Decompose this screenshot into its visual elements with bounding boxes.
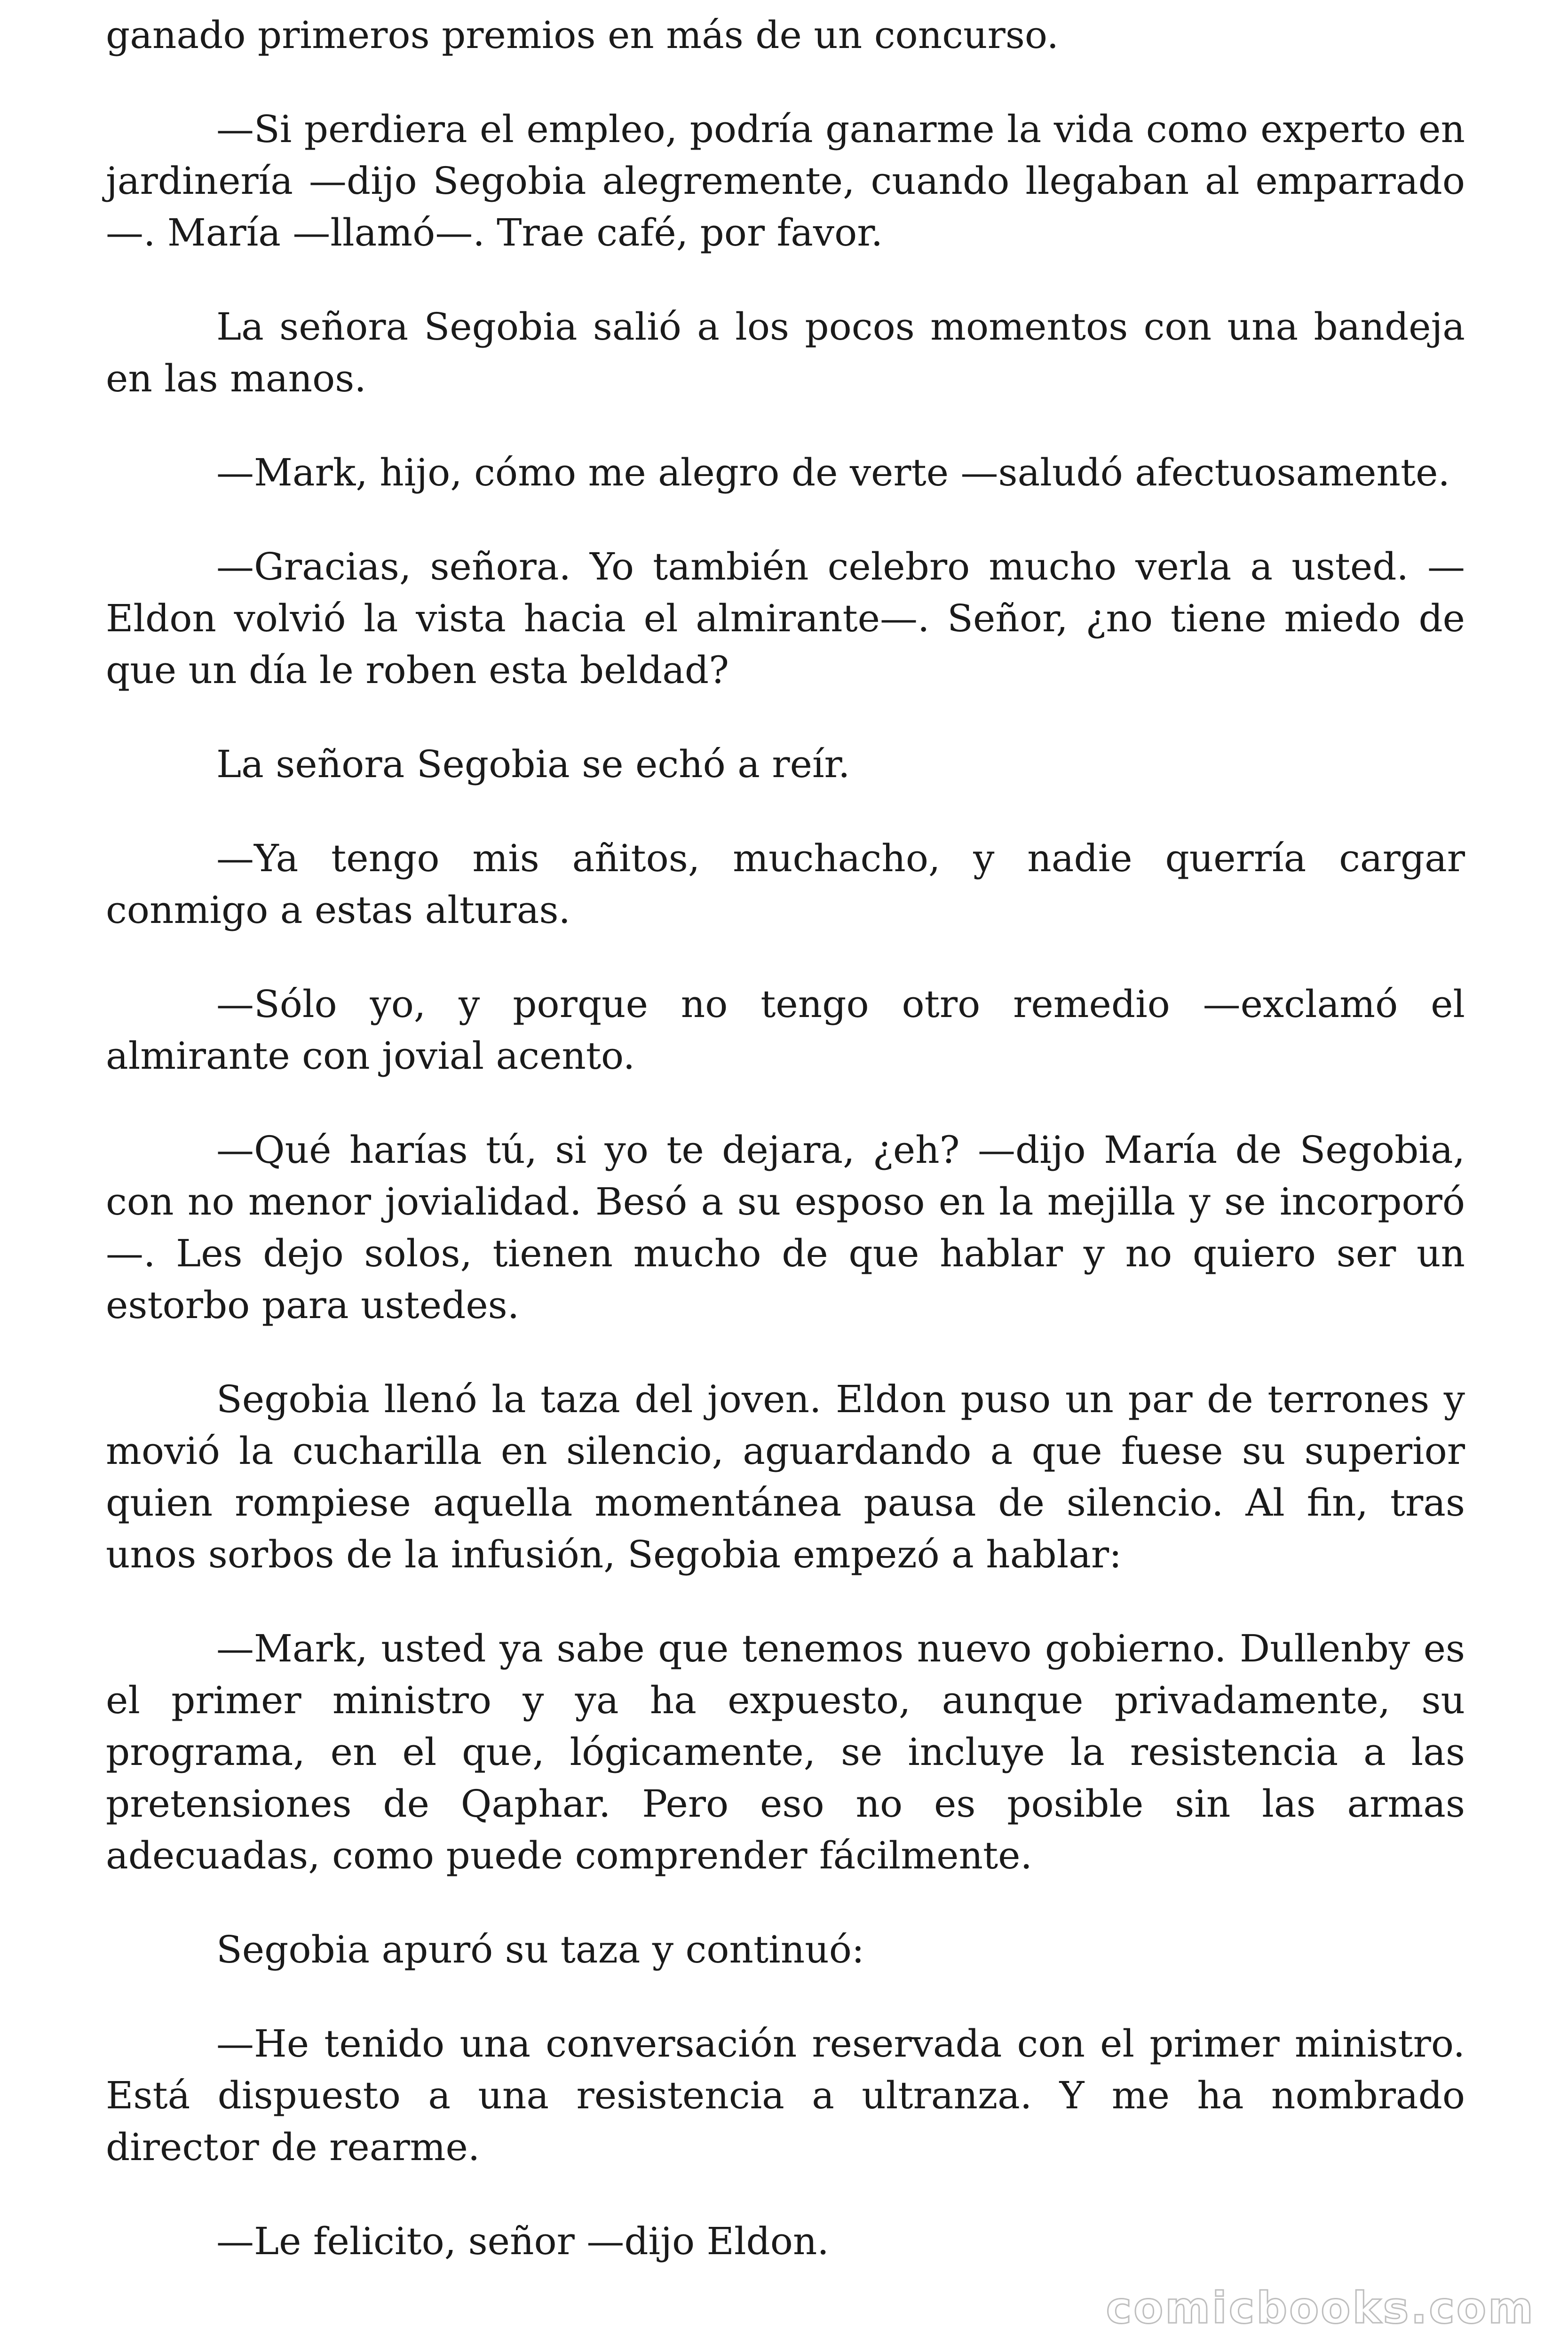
paragraph-5: —Gracias, señora. Yo también celebro mucho verla a usted. —Eldon volvió la vista hacia el almirante—. Señor, ¿no tiene miedo de que un día le roben esta beldad? — [106, 545, 1465, 692]
paragraph-4: —Mark, hijo, cómo me alegro de verte —saludó afectuosamente. — [216, 451, 1450, 494]
page-text — [106, 9, 1465, 2310]
paragraph-9: —Qué harías tú, si yo te dejara, ¿eh? —dijo María de Segobia, con no menor jovialidad. Besó a su esposo en la mejilla y se incorporó —. Les dejo solos, tienen mucho de que hablar y no quiero ser un estorbo para ustedes. — [106, 1128, 1465, 1327]
watermark: comicbooks.com — [1106, 2283, 1535, 2333]
paragraph-7: —Ya tengo mis añitos, muchacho, y nadie querría cargar conmigo a estas alturas. — [106, 836, 1465, 932]
paragraph-8: —Sólo yo, y porque no tengo otro remedio —exclamó el almirante con jovial acento. — [106, 982, 1465, 1078]
paragraph-14: —Le felicito, señor —dijo Eldon. — [216, 2219, 829, 2263]
paragraph-11: —Mark, usted ya sabe que tenemos nuevo gobierno. Dullenby es el primer ministro y ya ha expuesto, aunque privadamente, su programa, en el que, lógicamente, se incluye la resistencia a las pretensiones de Qaphar. Pero eso no es posible sin las armas adecuadas, como puede comprender fácilmente. — [106, 1627, 1465, 1877]
paragraph-13: —He tenido una conversación reservada con el primer ministro. Está dispuesto a una resistencia a ultranza. Y me ha nombrado director de rearme. — [106, 2022, 1465, 2169]
paragraph-1: ganado primeros premios en más de un concurso. — [106, 13, 1059, 57]
paragraph-10: Segobia llenó la taza del joven. Eldon puso un par de terrones y movió la cucharilla en silencio, aguardando a que fuese su superior quien rompiese aquella momentánea pausa de silencio. Al fin, tras unos sorbos de la infusión, Segobia empezó a hablar: — [106, 1377, 1465, 1576]
paragraph-12: Segobia apuró su taza y continuó: — [216, 1928, 864, 1971]
paragraph-6: La señora Segobia se echó a reír. — [216, 742, 850, 786]
paragraph-3: La señora Segobia salió a los pocos momentos con una bandeja en las manos. — [106, 305, 1465, 400]
paragraph-2: —Si perdiera el empleo, podría ganarme la vida como experto en jardinería —dijo Segobia alegremente, cuando llegaban al emparrado—. María —llamó—. Trae café, por favor. — [106, 107, 1465, 254]
